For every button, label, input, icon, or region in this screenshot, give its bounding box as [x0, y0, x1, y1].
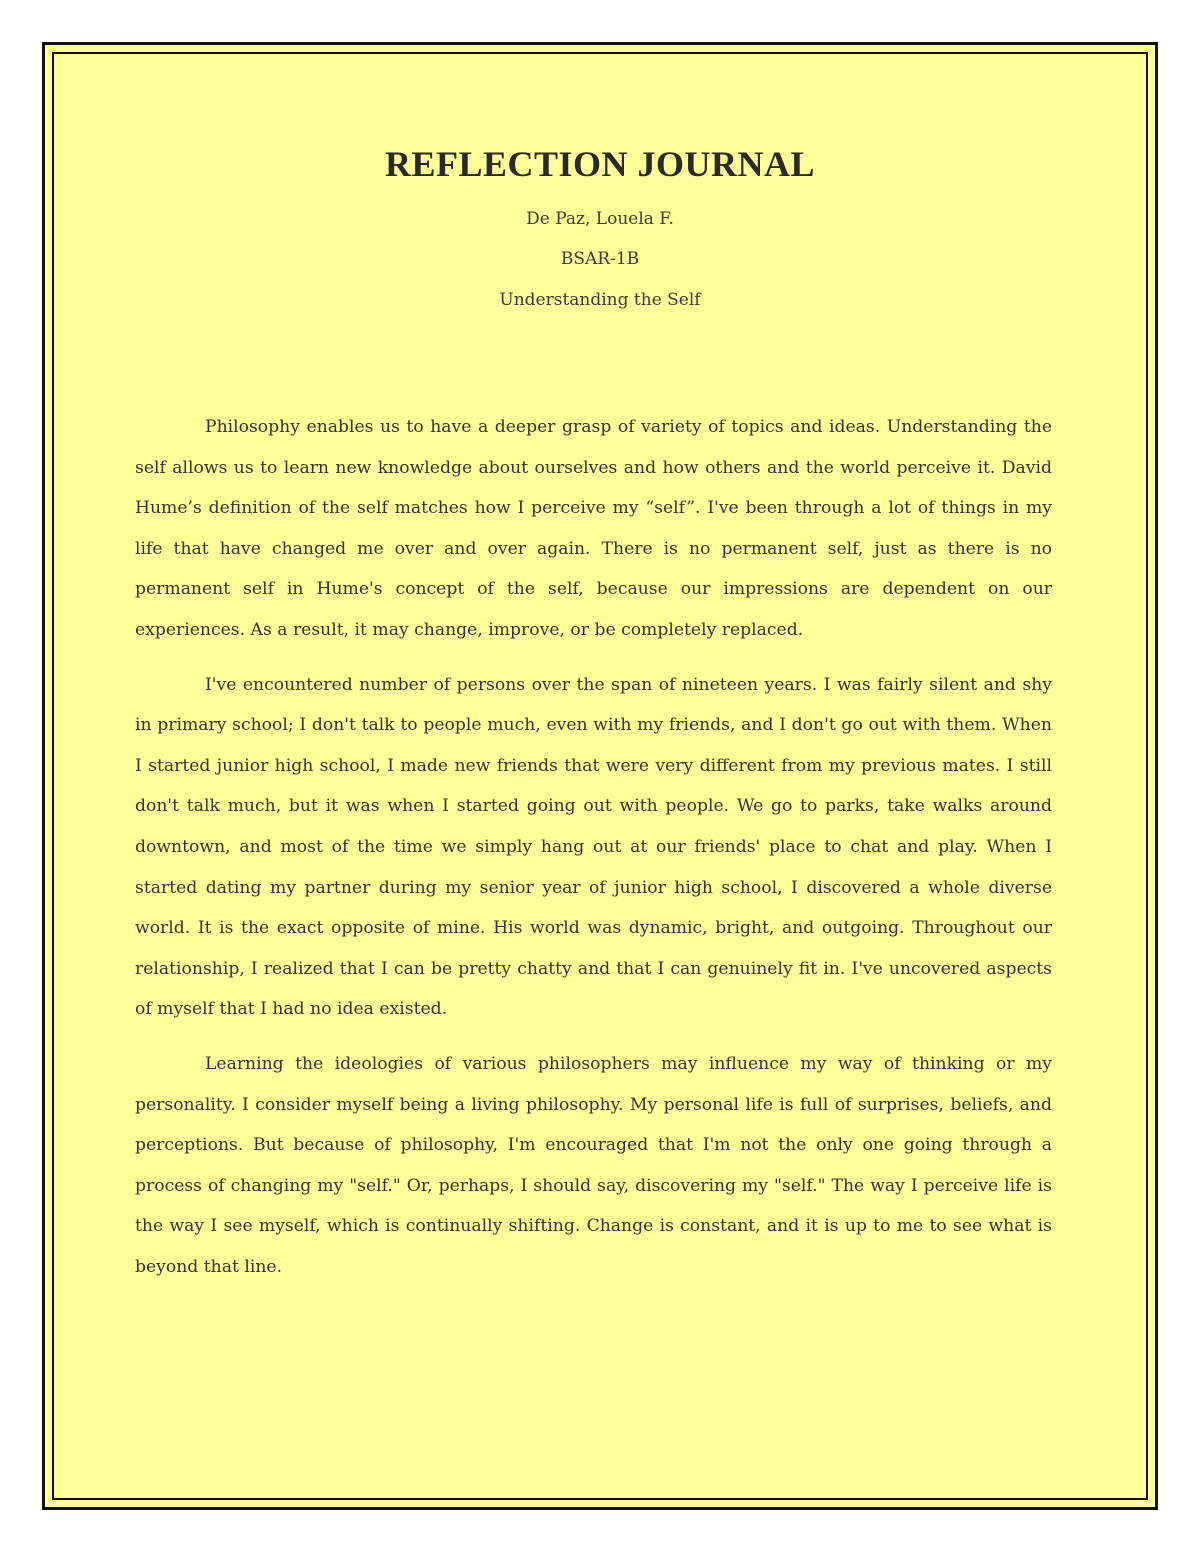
subject-name: Understanding the Self	[499, 290, 701, 310]
course-section: BSAR-1B	[560, 249, 640, 269]
paragraph-1: Philosophy enables us to have a deeper grasp of variety of topics and ideas. Understanding the self allows us to learn new knowledge about ourselves and how others and the world perceive it. David Hume’s definition of the self matches how I perceive my “self”. I've been through a lot of things in my life that have changed me over and over again. There is no permanent self, just as there is no permanent self in Hume's concept of the self, because our impressions are dependent on our experiences. As a result, it may change, improve, or be completely replaced.	[135, 417, 1052, 640]
author-name: De Paz, Louela F.	[526, 209, 674, 229]
page-outer-border	[42, 42, 1158, 1510]
paragraph-2: I've encountered number of persons over the span of nineteen years. I was fairly silent and shy in primary school; I don't talk to people much, even with my friends, and I don't go out with them. When I started junior high school, I made new friends that were very different from my previous mates. I still don't talk much, but it was when I started going out with people. We go to parks, take walks around downtown, and most of the time we simply hang out at our friends' place to chat and play. When I started dating my partner during my senior year of junior high school, I discovered a whole diverse world. It is the exact opposite of mine. His world was dynamic, bright, and outgoing. Throughout our relationship, I realized that I can be pretty chatty and that I can genuinely fit in. I've uncovered aspects of myself that I had no idea existed.	[135, 674, 1052, 1020]
journal-body	[135, 407, 1052, 1301]
journal-title: REFLECTION JOURNAL	[384, 144, 816, 184]
paragraph-3: Learning the ideologies of various philosophers may influence my way of thinking or my personality. I consider myself being a living philosophy. My personal life is full of surprises, beliefs, and perceptions. But because of philosophy, I'm encouraged that I'm not the only one going through a process of changing my "self." Or, perhaps, I should say, discovering my "self." The way I perceive life is the way I see myself, which is continually shifting. Change is constant, and it is up to me to see what is beyond that line.	[135, 1053, 1052, 1277]
